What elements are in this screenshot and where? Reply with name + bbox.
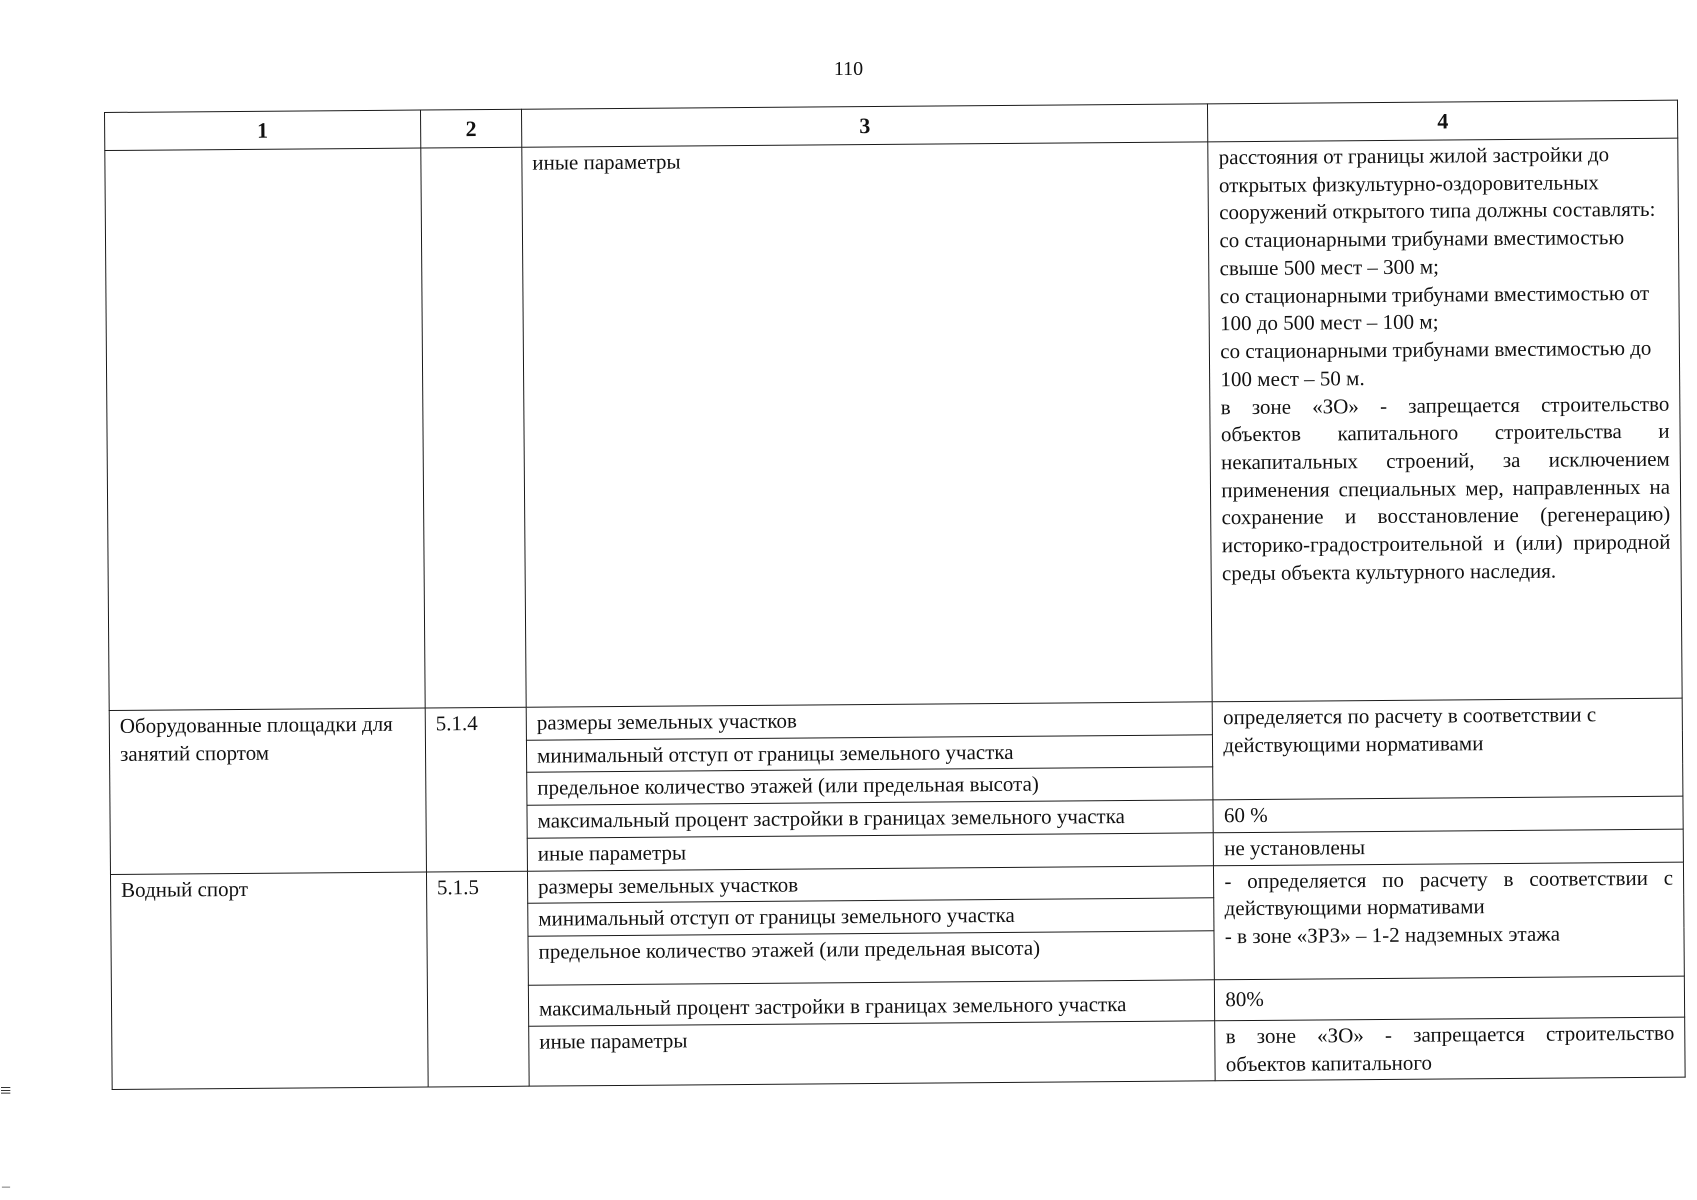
section-a-value-3: не установлены [1214, 829, 1684, 865]
margin-mark-2: – [2, 1178, 10, 1195]
section-b-param: размеры земельных участков [527, 865, 1214, 903]
section-a-param: минимальный отступ от границы земельного участка [526, 735, 1213, 773]
value-line: расстояния от границы жилой застройки до открытых физкультурно-оздоровительных сооружений открытого типа должны составлять: [1218, 142, 1656, 225]
section-a-value-2: 60 % [1213, 796, 1683, 832]
header-col-1: 1 [105, 110, 421, 151]
section-a-code: 5.1.4 [425, 707, 527, 871]
section-a-value-1: определяется по расчету в соответствии с действующими нормативами [1213, 698, 1683, 800]
margin-mark: ≡ [0, 1080, 12, 1102]
section-a-name: Оборудованные площадки для занятий спортом [109, 708, 426, 874]
section-b-value-2: 80% [1215, 976, 1685, 1020]
section-b-param: максимальный процент застройки в границах земельного участка [528, 980, 1215, 1026]
section-b-value-1-cell [1214, 862, 1685, 980]
section-b-value-1: - определяется по расчету в соответствии с действующими нормативами [1224, 865, 1674, 921]
section-b-name: Водный спорт [110, 872, 428, 1090]
cont-code-cell [421, 147, 527, 708]
section-b-param: иные параметры [529, 1021, 1216, 1087]
header-col-3: 3 [521, 104, 1208, 147]
value-line: со стационарными трибунами вместимостью до 100 мест – 50 м. [1220, 335, 1652, 392]
section-b-value-3: в зоне «ЗО» - запрещается строительство объектов капитального [1215, 1017, 1685, 1081]
section-b-param: минимальный отступ от границы земельного участка [528, 898, 1215, 936]
section-b-value-1b: - в зоне «ЗРЗ» – 1-2 надземных этажа [1224, 921, 1561, 949]
section-a-param: предельное количество этажей (или предельная высота) [527, 767, 1214, 805]
cont-value-cell [1208, 138, 1682, 702]
value-line: со стационарными трибунами вместимостью свыше 500 мест – 300 м; [1219, 225, 1625, 281]
section-a-param: размеры земельных участков [526, 702, 1213, 740]
value-justified: в зоне «ЗО» - запрещается строительство объектов капитального строительства и некапитальных строений, за исключением применения специальных мер, направленных на сохранение и восстановление (регенерацию) историко-градостроительной и (или) природной среды объекта культурного наследия. [1220, 391, 1671, 586]
zoning-parameters-table [104, 100, 1686, 1091]
cont-name-cell [105, 148, 425, 710]
header-col-4: 4 [1208, 100, 1678, 142]
page-number: 110 [833, 58, 864, 80]
section-a-param: иные параметры [527, 833, 1214, 871]
section-b-param: предельное количество этажей (или предельная высота) [528, 931, 1215, 985]
continuation-row [105, 138, 1682, 710]
section-b-code: 5.1.5 [426, 871, 529, 1087]
header-col-2: 2 [420, 109, 521, 148]
value-line: со стационарными трибунами вместимостью от 100 до 500 мест – 100 м; [1219, 280, 1650, 336]
cont-param-cell: иные параметры [522, 142, 1213, 707]
section-a-param: максимальный процент застройки в границах земельного участка [527, 800, 1214, 838]
